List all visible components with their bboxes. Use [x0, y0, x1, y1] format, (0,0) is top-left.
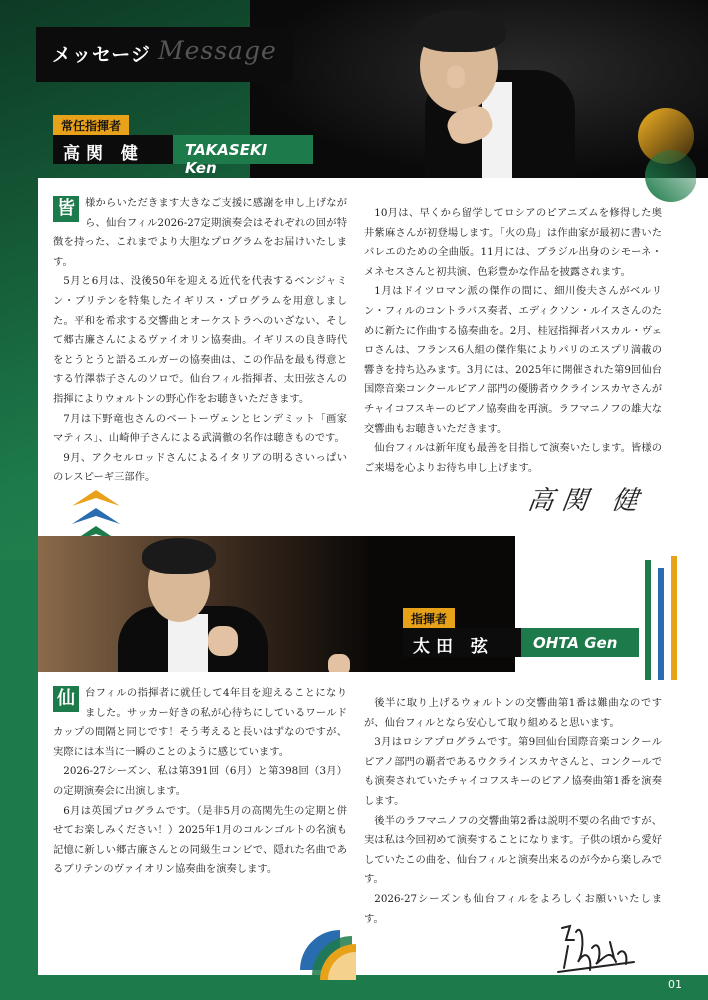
paragraph: 1月はドイツロマン派の傑作の間に、細川俊夫さんがベルリン・フィルのコントラバス奏者、エディクソン・ルイスさんのために新たに作曲する協奏曲を。2月、桂冠指揮者パスカル・ヴェロさんは、フランス6人組の傑作集によりパリのエスプリ満載の響きを持ち込みます。3月には、2025年に開催された第9回仙台国際音楽コンクールピアノ部門の優勝者ウクラインスカヤさんがチャイコフスキーのピアノ協奏曲を再演。ラフマニノフの雄大な交響曲もお聴きいただきます。: [364, 285, 662, 435]
paragraph: 10月は、早くから留学してロシアのピアニズムを修得した奥井紫麻さんが初登場します。「火の鳥」は作曲家が最初に書いたバレエのための全曲版。11月には、ブラジル出身のシモーネ・メネセスさんと初共演、色彩豊かな作品を披露されます。: [364, 207, 662, 278]
paragraph: 2026-27シーズンも仙台フィルをよろしくお願いいたします。: [364, 892, 662, 925]
message-column-takaseki-2: [364, 204, 662, 478]
paragraph: 仙台フィルは新年度も最善を目指して演奏いたします。皆様のご来場を心よりお待ち申し上げます。: [364, 442, 662, 474]
message-title-en: Message: [158, 36, 277, 65]
role-tag-principal: 常任指揮者: [53, 115, 129, 135]
name-jp-ohta: 太田 弦: [403, 628, 521, 657]
paragraph: 9月、アクセルロッドさんによるイタリアの明るさいっぱいのレスピーギ三部作。: [53, 451, 347, 484]
role-tag-conductor: 指揮者: [403, 608, 455, 628]
stripe-gold: [671, 556, 677, 680]
decorative-circles-top: [626, 106, 696, 206]
paragraph: 後半のラフマニノフの交響曲第2番は説明不要の名曲ですが、実は私は今回初めて演奏することになります。子供の頃から愛好していたこの曲を、仙台フィルと演奏出来るのが今から楽しみです。: [364, 814, 662, 886]
paragraph: 様からいただきます大きなご支援に感謝を申し上げながら、仙台フィル2026-27定期演奏会はそれぞれの回が特徴を持った、これまでより大胆なプログラムをお届けいたします。: [53, 197, 347, 268]
signature-takaseki: 高関 健: [525, 486, 649, 516]
message-column-ohta-2: [364, 694, 662, 929]
dropcap-ohta: 仙: [53, 686, 79, 712]
message-title-jp: メッセージ: [52, 44, 151, 66]
paragraph: 後半に取り上げるウォルトンの交響曲第1番は難曲なのですが、仙台フィルとなら安心して取り組めると思います。: [364, 697, 662, 729]
signature-ohta: [556, 918, 636, 978]
paragraph: 2026-27シーズン、私は第391回（6月）と第398回（3月）の定期演奏会に出演します。: [53, 765, 347, 797]
decorative-arcs-bottom: [290, 900, 360, 980]
paragraph: 6月は英国プログラムです。（是非5月の高関先生の定期と併せてお楽しみください！）2025年1月のコルンゴルトの名演も記憶に新しい郷古廉さんとの同級生コンビで、隠れた名曲であるブリテンのヴァイオリン協奏曲を演奏します。: [53, 804, 347, 876]
paragraph: 3月はロシアプログラムです。第9回仙台国際音楽コンクールピアノ部門の覇者であるウクラインスカヤさんと、コンクールでも演奏されていたチャイコフスキーのピアノ協奏曲第1番を演奏します。: [364, 736, 662, 807]
name-jp-takaseki: 高関 健: [53, 135, 173, 164]
stripe-green: [645, 560, 651, 680]
paragraph: 台フィルの指揮者に就任して4年目を迎えることになりました。サッカー好きの私が心待ちにしているワールドカップの間隔と同じです！そう考えると長いはずなのですが、実際には本当に一瞬のことのように感じています。: [53, 687, 347, 758]
page-number: 01: [668, 978, 682, 991]
message-column-ohta-1: [53, 684, 347, 880]
name-en-ohta: OHTA Gen: [521, 628, 639, 657]
name-en-takaseki: TAKASEKI Ken: [173, 135, 313, 164]
paragraph: 5月と6月は、没後50年を迎える近代を代表するベンジャミン・ブリテンを特集したイギリス・プログラムを用意しました。平和を希求する交響曲とオーケストラへのいざない、そして郷古廉さんによるヴァイオリン協奏曲。イギリスの良き時代をとうとうと語るエルガーの協奏曲は、この作品を最も得意とする竹澤恭子さんのソロで。仙台フィル指揮者、太田弦さんの指揮によりウォルトンの野心作をお聴きいただきます。: [53, 275, 347, 405]
dropcap-takaseki: 皆: [53, 196, 79, 222]
paragraph: 7月は下野竜也さんのベートーヴェンとヒンデミット「画家マティス」、山崎伸子さんによる武満徹の名作は聴きものです。: [53, 412, 347, 445]
message-column-takaseki-1: [53, 194, 347, 488]
stripe-blue: [658, 568, 664, 680]
